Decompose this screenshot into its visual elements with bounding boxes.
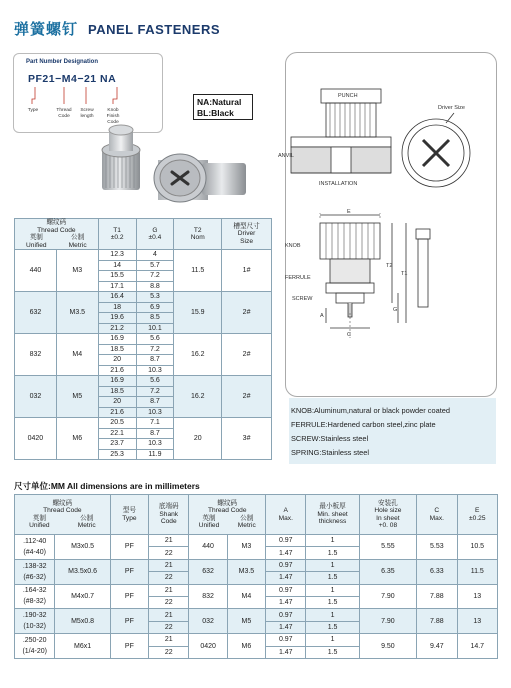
table-cell: 11.5 (457, 559, 497, 584)
table-cell: 10.3 (136, 407, 174, 418)
table-cell: 19.6 (98, 313, 136, 324)
legend-knob-finish: Knob Finish Code (106, 108, 120, 125)
th-t1: T1 ±0.2 (98, 219, 136, 250)
table-cell: 25.3 (98, 449, 136, 460)
table-cell: 832 (189, 584, 227, 609)
table-cell: 1.5 (306, 572, 359, 584)
table-cell: 22 (149, 621, 189, 633)
table-cell: 1.47 (266, 646, 306, 658)
table-cell: 18.5 (98, 386, 136, 397)
table-cell: 1.47 (266, 621, 306, 633)
table-cell: 1.47 (266, 596, 306, 608)
table-row (15, 584, 498, 596)
header-title-cn: 弹簧螺钉 (14, 20, 79, 38)
table-cell: 1.47 (266, 572, 306, 584)
page-header (14, 18, 220, 39)
label-screw: SCREW (292, 296, 313, 302)
th2-e: E ±0.25 (457, 495, 497, 535)
table-cell: 20 (174, 418, 222, 460)
label-a: A (320, 313, 324, 319)
table-cell: 1.5 (306, 547, 359, 559)
table-row (15, 418, 272, 429)
table-cell: 8.5 (136, 313, 174, 324)
th2-thread-code: 螺纹码 Thread Code 英制 Unified 公制 Metric (15, 495, 111, 535)
finish-black: BL:Black (197, 108, 234, 118)
table-cell: 1# (222, 250, 272, 292)
material-screw: SCREW:Stainless steel (291, 434, 369, 443)
table-cell: 8.7 (136, 397, 174, 408)
technical-drawing (278, 53, 498, 398)
table-cell: 2# (222, 292, 272, 334)
fastener-top-view (154, 154, 246, 202)
table-cell: 16.4 (98, 292, 136, 303)
table-cell: .112-40 (#4-40) (15, 535, 55, 560)
table-cell: 9.50 (359, 634, 416, 659)
table-cell: 032 (15, 376, 57, 418)
table-cell: 11.5 (174, 250, 222, 292)
th2-thread-code-2: 螺纹码 Thread Code 英制 Unified 公制 Metric (189, 495, 266, 535)
table-cell: 21 (149, 584, 189, 596)
label-knob: KNOB (285, 243, 301, 249)
table-cell: M4 (227, 584, 265, 609)
table-cell: 13 (457, 584, 497, 609)
table-row (15, 250, 272, 261)
table-cell: 7.88 (417, 584, 457, 609)
table-cell: 16.9 (98, 376, 136, 387)
specifications-table (14, 494, 498, 659)
table-cell: 21.6 (98, 365, 136, 376)
table-row (15, 334, 272, 345)
table-row (15, 634, 498, 646)
legend-thread-code: Thread Code (56, 108, 72, 119)
label-t2: T2 (386, 263, 393, 269)
part-number-code: PF21−M4−21 NA (28, 73, 117, 85)
table-cell: 5.53 (417, 535, 457, 560)
table-cell: M4x0.7 (55, 584, 110, 609)
table-cell: 1 (306, 584, 359, 596)
table-cell: 21 (149, 634, 189, 646)
table-cell: .190-32 (10-32) (15, 609, 55, 634)
table-cell: 832 (15, 334, 57, 376)
table-cell: 7.2 (136, 386, 174, 397)
label-e: E (347, 209, 351, 215)
table-cell: 632 (189, 559, 227, 584)
table-cell: 8.7 (136, 428, 174, 439)
part-number-title: Part Number Designation (26, 59, 99, 65)
table-row (15, 292, 272, 303)
table-cell: 032 (189, 609, 227, 634)
table-cell: .164-32 (#8-32) (15, 584, 55, 609)
table-cell: 21 (149, 559, 189, 571)
table-cell: 21 (149, 609, 189, 621)
label-punch: PUNCH (338, 93, 358, 99)
table-cell: 6.9 (136, 302, 174, 313)
table-cell: M5 (56, 376, 98, 418)
technical-drawing-panel (278, 52, 497, 397)
table-cell: 8.7 (136, 355, 174, 366)
table-cell: M6x1 (55, 634, 110, 659)
legend-type: Type (27, 108, 39, 113)
table-cell: M3.5 (227, 559, 265, 584)
label-t1: T1 (401, 271, 408, 277)
table-cell: 2# (222, 376, 272, 418)
table-cell: 0.97 (266, 609, 306, 621)
table-cell: 0.97 (266, 535, 306, 547)
table-cell: 0.97 (266, 559, 306, 571)
table-cell: 0.97 (266, 634, 306, 646)
table-cell: PF (110, 535, 148, 560)
table-cell: 6.35 (359, 559, 416, 584)
table-cell: 10.1 (136, 323, 174, 334)
table-cell: 20.5 (98, 418, 136, 429)
label-g: G (393, 307, 398, 313)
table-cell: 10.5 (457, 535, 497, 560)
table-cell: 11.9 (136, 449, 174, 460)
table-cell: M6 (56, 418, 98, 460)
table-cell: M3.5x0.6 (55, 559, 110, 584)
table-cell: 10.3 (136, 365, 174, 376)
table-cell: 5.6 (136, 376, 174, 387)
table-cell: M3 (227, 535, 265, 560)
th2-type: 型号 Type (110, 495, 148, 535)
table-cell: 7.90 (359, 609, 416, 634)
table-cell: 1 (306, 609, 359, 621)
table-cell: M3x0.5 (55, 535, 110, 560)
table-cell: 4 (136, 250, 174, 261)
table-cell: 7.88 (417, 609, 457, 634)
th-driver-size: 槽型尺寸 Driver Size (222, 219, 272, 250)
table-row (15, 609, 498, 621)
table-cell: PF (110, 634, 148, 659)
label-driver-size: Driver Size (438, 105, 465, 111)
table-cell: 2# (222, 334, 272, 376)
table-cell: 22 (149, 547, 189, 559)
table-cell: 21.2 (98, 323, 136, 334)
table-cell: 16.2 (174, 334, 222, 376)
material-knob: KNOB:Aluminum,natural or black powder coated (291, 406, 450, 415)
material-ferrule: FERRULE:Hardened carbon steel,zinc plate (291, 420, 436, 429)
table-cell: .250-20 (1/4-20) (15, 634, 55, 659)
table-cell: 22 (149, 572, 189, 584)
table-cell: 1.5 (306, 621, 359, 633)
table-cell: 0.97 (266, 584, 306, 596)
legend-screw-length: Screw length (80, 108, 94, 119)
label-c: C (347, 332, 351, 338)
th-thread-code: 螺纹码 Thread Code 英制 Unified 公制 Metric (15, 219, 99, 250)
table-cell: PF (110, 559, 148, 584)
table-cell: 18.5 (98, 344, 136, 355)
table-cell: 16.9 (98, 334, 136, 345)
table-cell: 7.90 (359, 584, 416, 609)
units-label: 尺寸单位:MM All dimensions are in millimeters (14, 481, 200, 491)
table-cell: 16.2 (174, 376, 222, 418)
table-cell: .138-32 (#6-32) (15, 559, 55, 584)
table-cell: M3 (56, 250, 98, 292)
table-row (15, 535, 498, 547)
table-cell: M4 (56, 334, 98, 376)
table-cell: 20 (98, 397, 136, 408)
table-cell: M5x0.8 (55, 609, 110, 634)
table-cell: 1.47 (266, 547, 306, 559)
table-cell: 17.1 (98, 281, 136, 292)
table-cell: M6 (227, 634, 265, 659)
th2-c: C Max. (417, 495, 457, 535)
finish-natural: NA:Natural (197, 97, 242, 107)
table-cell: 14.7 (457, 634, 497, 659)
table-cell: 1 (306, 634, 359, 646)
table-cell: 12.3 (98, 250, 136, 261)
th2-hole-size: 安装孔 Hole size In sheet +0. 08 (359, 495, 416, 535)
table-cell: 0420 (189, 634, 227, 659)
th2-shank: 底端码 Shank Code (149, 495, 189, 535)
label-ferrule: FERRULE (285, 275, 311, 281)
table-cell: 1.5 (306, 596, 359, 608)
table-cell: 15.9 (174, 292, 222, 334)
table-cell: 14 (98, 260, 136, 271)
table-cell: 10.3 (136, 439, 174, 450)
th-t2: T2 Nom (174, 219, 222, 250)
fastener-side-view (102, 125, 140, 190)
table-cell: 0420 (15, 418, 57, 460)
table-cell: 22 (149, 596, 189, 608)
table-cell: 632 (15, 292, 57, 334)
table-cell: 1 (306, 535, 359, 547)
material-spring: SPRING:Stainless steel (291, 448, 370, 457)
table-cell: 8.8 (136, 281, 174, 292)
table-cell: 5.55 (359, 535, 416, 560)
table-cell: 13 (457, 609, 497, 634)
table-cell: 440 (189, 535, 227, 560)
table-cell: 15.5 (98, 271, 136, 282)
table-cell: 18 (98, 302, 136, 313)
table-cell: 7.2 (136, 271, 174, 282)
table-cell: 7.1 (136, 418, 174, 429)
table-cell: 7.2 (136, 344, 174, 355)
table-cell: 1.5 (306, 646, 359, 658)
table-cell: 21.6 (98, 407, 136, 418)
table-cell: 5.3 (136, 292, 174, 303)
table-row (15, 376, 272, 387)
product-photo (90, 120, 260, 210)
table-row (15, 559, 498, 571)
table-cell: PF (110, 584, 148, 609)
table-cell: 440 (15, 250, 57, 292)
label-anvil: ANVIL (278, 153, 294, 159)
table-cell: 1 (306, 559, 359, 571)
table-cell: 5.6 (136, 334, 174, 345)
header-title-en: PANEL FASTENERS (88, 22, 220, 37)
label-installation: INSTALLATION (319, 181, 358, 187)
table-cell: 9.47 (417, 634, 457, 659)
table-cell: M5 (227, 609, 265, 634)
th2-a: A Max. (266, 495, 306, 535)
table-cell: 20 (98, 355, 136, 366)
table-cell: PF (110, 609, 148, 634)
table-cell: 23.7 (98, 439, 136, 450)
finish-code-box (193, 94, 253, 120)
dimensions-table (14, 218, 272, 460)
th-g: G ±0.4 (136, 219, 174, 250)
table-cell: 6.33 (417, 559, 457, 584)
th2-min-sheet: 最小板厚 Min. sheet thickness (306, 495, 359, 535)
table-cell: 22 (149, 646, 189, 658)
table-cell: 22.1 (98, 428, 136, 439)
table-cell: M3.5 (56, 292, 98, 334)
table-cell: 3# (222, 418, 272, 460)
table-cell: 21 (149, 535, 189, 547)
table-cell: 5.7 (136, 260, 174, 271)
materials-box (289, 398, 496, 464)
